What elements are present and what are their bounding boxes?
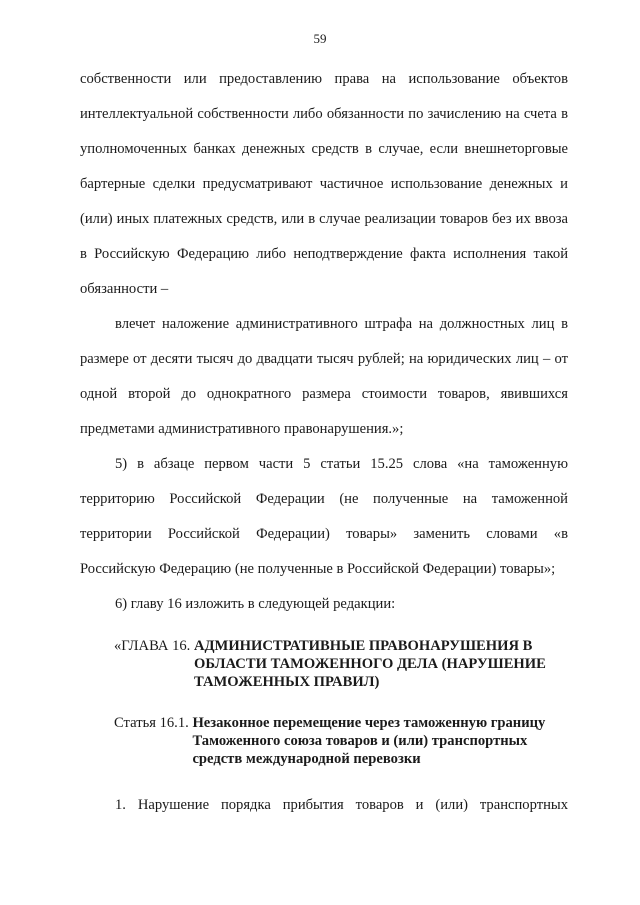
paragraph-continuation: собственности или предоставлению права на использование объектов интеллектуальной собственности либо обязанности по зачислению на счета в уполномоченных банках денежных средств в случае, если внешнеторговые бартерные сделки предусматривают частичное использование денежных и (или) иных платежных средств, или в случае реализации товаров без их ввоза в Российскую Федерацию либо неподтверждение факта исполнения такой обязанности – bbox=[80, 71, 568, 297]
clause-1: 1. Нарушение порядка прибытия товаров и (или) транспортных bbox=[115, 797, 568, 813]
article-title: Незаконное перемещение через таможенную границу Таможенного союза товаров и (или) транспортных средств международной перевозки bbox=[192, 715, 546, 767]
chapter-heading bbox=[80, 637, 568, 691]
document-body bbox=[80, 62, 568, 823]
chapter-title: АДМИНИСТРАТИВНЫЕ ПРАВОНАРУШЕНИЯ В ОБЛАСТИ ТАМОЖЕННОГО ДЕЛА (НАРУШЕНИЕ ТАМОЖЕННЫХ ПРАВИЛ) bbox=[193, 638, 546, 690]
article-prefix: Статья 16.1. bbox=[114, 715, 193, 731]
chapter-prefix: «ГЛАВА 16. bbox=[114, 638, 194, 654]
paragraph-penalty: влечет наложение административного штрафа на должностных лиц в размере от десяти тысяч до двадцати тысяч рублей; на юридических лиц – от одной второй до однократного размера стоимости товаров, явившихся предметами административного правонарушения.»; bbox=[80, 316, 568, 437]
paragraph-item-6: 6) главу 16 изложить в следующей редакции: bbox=[115, 596, 396, 612]
article-heading bbox=[80, 714, 568, 768]
paragraph-item-5: 5) в абзаце первом части 5 статьи 15.25 слова «на таможенную территорию Российской Федерации (не полученные на таможенной территории Российской Федерации) товары» заменить словами «в Российскую Федерацию (не полученные в Российской Федерации) товары»; bbox=[80, 456, 568, 577]
page-number: 59 bbox=[313, 31, 327, 46]
